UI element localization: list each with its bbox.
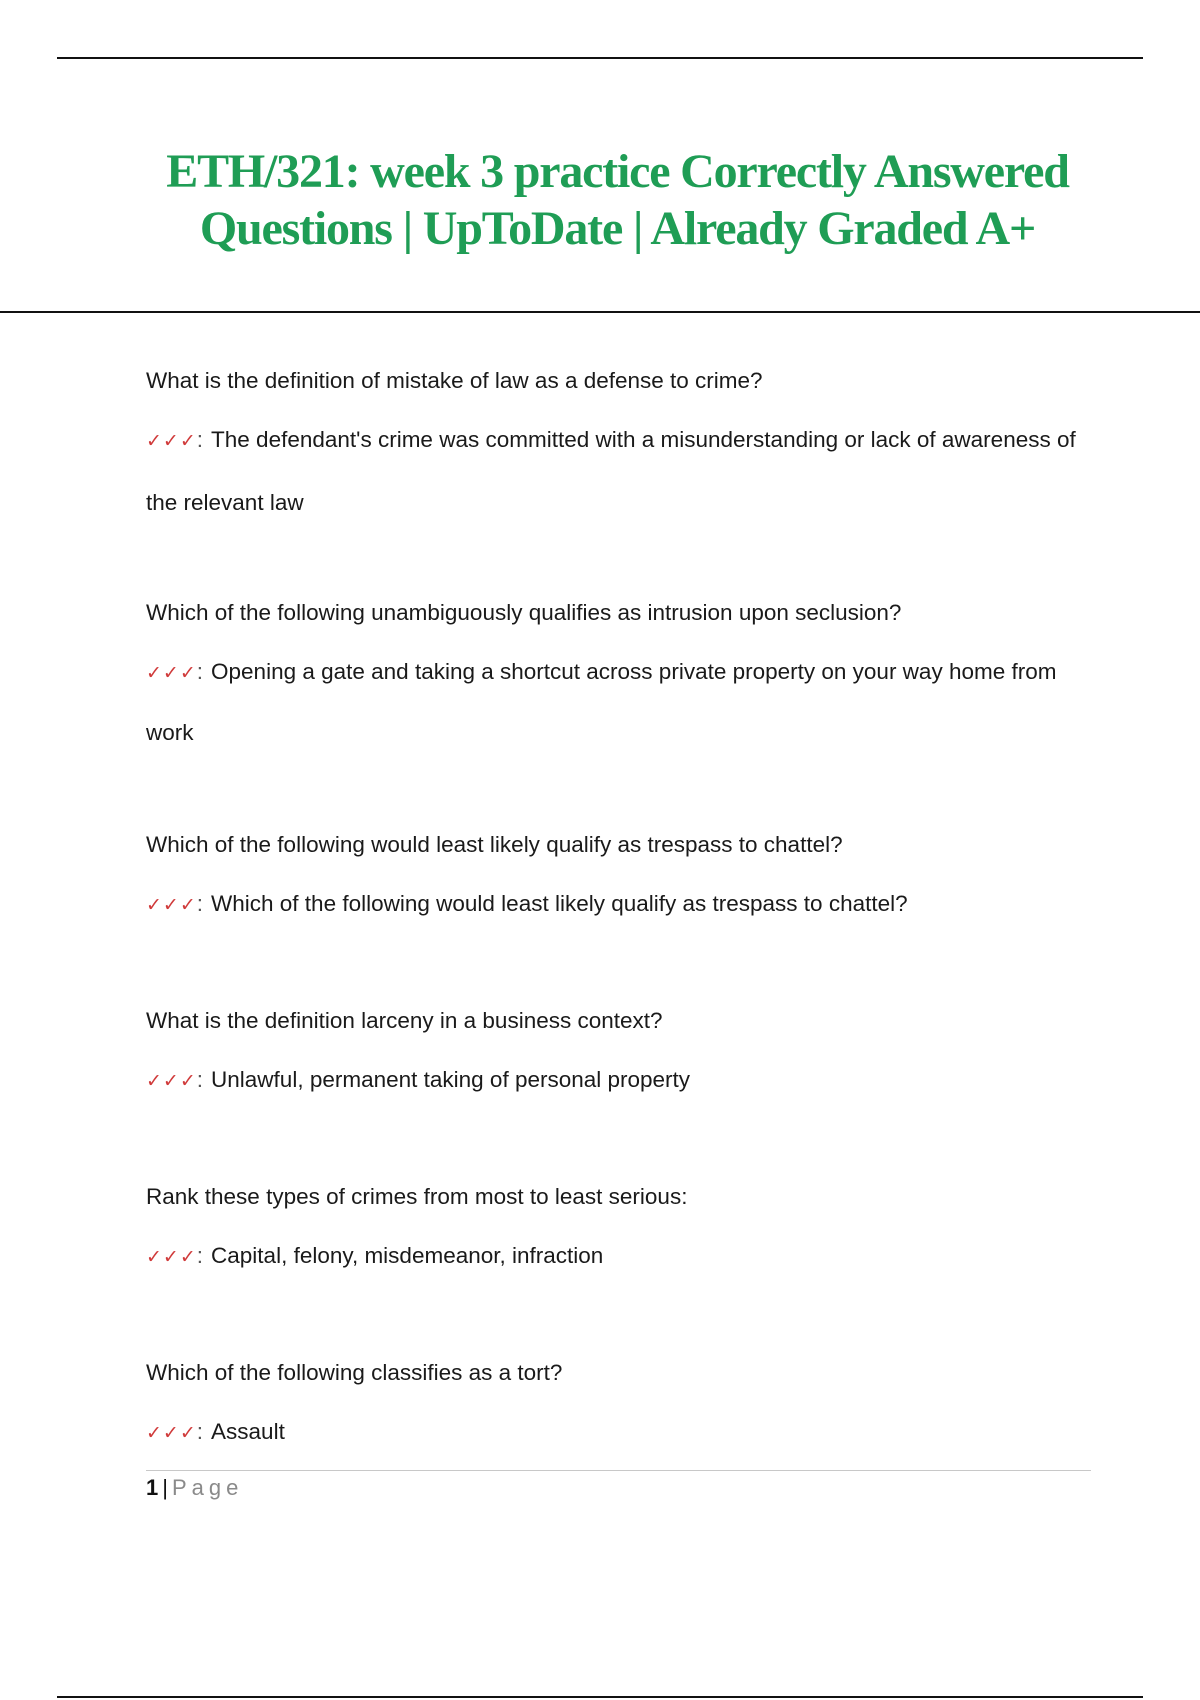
checkmark-icon: ✓✓✓ [146,1246,197,1268]
answer-text [146,1241,1086,1272]
answer-separator: : [196,427,204,452]
footer-rule [146,1470,1091,1471]
answer-value: Unlawful, permanent taking of personal property [211,1067,691,1092]
answer-separator: : [196,1067,204,1092]
answer-text [146,1417,1086,1448]
qa-item-4 [146,1006,1086,1096]
answer-separator: : [196,1243,204,1268]
answer-separator: : [196,891,204,916]
answer-value: Assault [211,1419,285,1444]
qa-item-3 [146,830,1086,920]
header-divider [0,311,1200,313]
qa-item-6 [146,1358,1086,1448]
qa-item-1 [146,366,1086,534]
document-title: ETH/321: week 3 practice Correctly Answered Questions | UpToDate | Already Graded A+ [166,145,1069,255]
question-text: Which of the following would least likely qualify as trespass to chattel? [146,832,843,857]
checkmark-icon: ✓✓✓ [146,662,197,684]
answer-text [146,642,1086,763]
checkmark-icon: ✓✓✓ [146,1070,197,1092]
qa-item-5 [146,1182,1086,1272]
bottom-rule [57,1696,1143,1698]
answer-separator: : [196,659,204,684]
question-text: Rank these types of crimes from most to least serious: [146,1184,688,1209]
answer-value: The defendant's crime was committed with a misunderstanding or lack of awareness of the relevant law [146,427,1076,515]
page-separator: | [162,1475,168,1500]
question-text: Which of the following classifies as a tort? [146,1360,563,1385]
page-footer [146,1474,243,1502]
top-rule [57,57,1143,59]
answer-text [146,1065,1086,1096]
checkmark-icon: ✓✓✓ [146,894,197,916]
answer-text [146,409,1086,534]
question-text: What is the definition of mistake of law as a defense to crime? [146,368,763,393]
page-number: 1 [146,1475,159,1500]
answer-text [146,889,1086,920]
page-label: Page [171,1475,244,1500]
checkmark-icon: ✓✓✓ [146,430,197,452]
question-text: Which of the following unambiguously qualifies as intrusion upon seclusion? [146,600,902,625]
answer-value: Capital, felony, misdemeanor, infraction [211,1243,604,1268]
qa-item-2 [146,598,1086,763]
question-text: What is the definition larceny in a business context? [146,1008,663,1033]
checkmark-icon: ✓✓✓ [146,1422,197,1444]
answer-value: Opening a gate and taking a shortcut across private property on your way home from work [146,659,1057,745]
answer-value: Which of the following would least likely qualify as trespass to chattel? [211,891,908,916]
answer-separator: : [196,1419,204,1444]
